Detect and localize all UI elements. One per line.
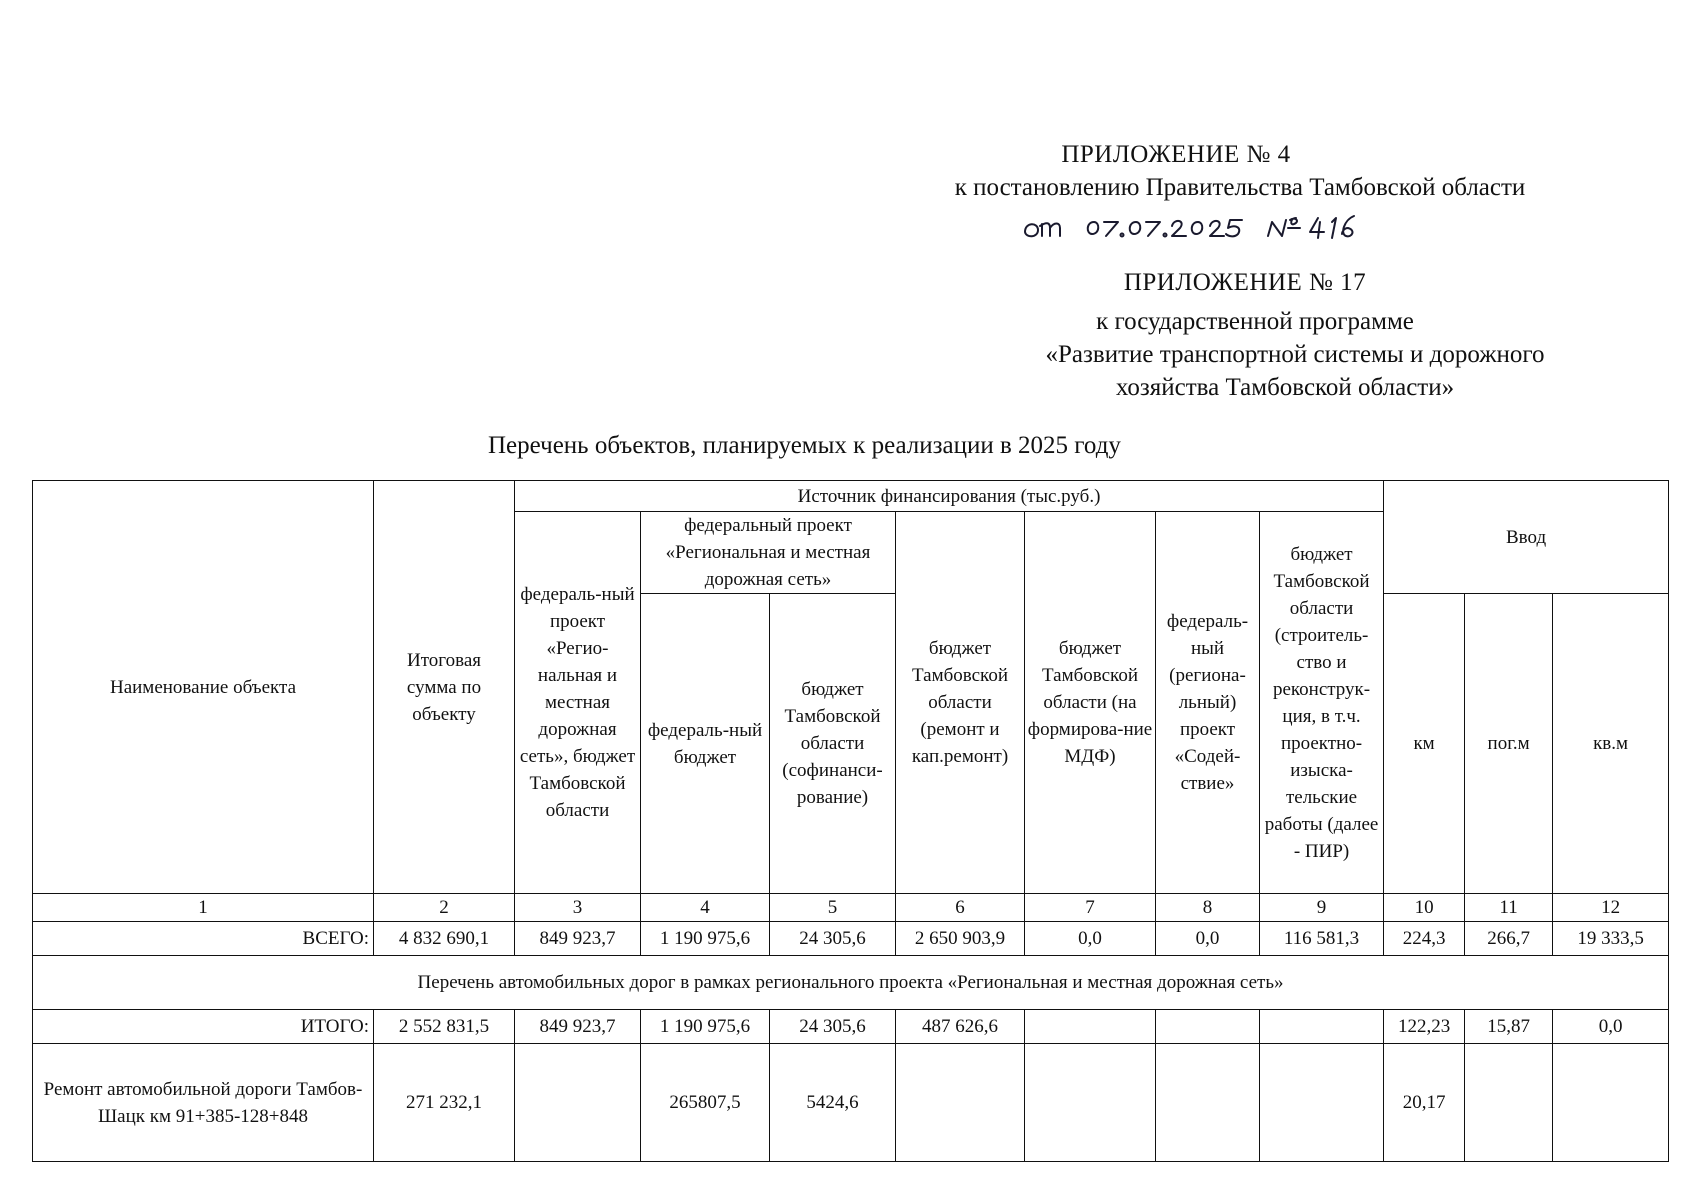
total-cell: 849 923,7 <box>515 922 641 956</box>
col6-header: бюджет Тамбовской области (ремонт и кап.ремонт) <box>896 512 1025 894</box>
appendix17-line1: к государственной программе <box>1096 308 1414 335</box>
col-number: 3 <box>515 894 641 922</box>
col-number: 7 <box>1025 894 1156 922</box>
subtotal-label: ИТОГО: <box>33 1010 374 1044</box>
row-cell: 265807,5 <box>641 1044 770 1162</box>
subtotal-cell: 849 923,7 <box>515 1010 641 1044</box>
row-cell <box>1553 1044 1669 1162</box>
subtotal-cell: 15,87 <box>1465 1010 1553 1044</box>
vvod-header: Ввод <box>1384 481 1669 594</box>
table-row <box>33 1044 1669 1162</box>
column-numbers-row <box>33 894 1669 922</box>
col8-header: федераль-ный (региона-льный) проект «Содей-ствие» <box>1156 512 1260 894</box>
row-cell <box>1156 1044 1260 1162</box>
appendix4-title: ПРИЛОЖЕНИЕ № 4 <box>1061 141 1291 168</box>
col-number: 5 <box>770 894 896 922</box>
total-cell: 0,0 <box>1156 922 1260 956</box>
subtotal-cell: 24 305,6 <box>770 1010 896 1044</box>
subtotal-cell <box>1025 1010 1156 1044</box>
col-number: 8 <box>1156 894 1260 922</box>
col-total-header: Итоговая сумма по объекту <box>374 481 515 894</box>
appendix4-block <box>880 138 1600 204</box>
col-number: 9 <box>1260 894 1384 922</box>
row-cell <box>515 1044 641 1162</box>
row-cell: 20,17 <box>1384 1044 1465 1162</box>
col-number: 12 <box>1553 894 1669 922</box>
row-cell <box>1025 1044 1156 1162</box>
row-name: Ремонт автомобильной дороги Тамбов-Шацк км 91+385-128+848 <box>33 1044 374 1162</box>
subtotal-cell <box>1260 1010 1384 1044</box>
col3-header: федераль-ный проект «Регио-нальная и местная дорожная сеть», бюджет Тамбовской области <box>515 512 641 894</box>
col7-header: бюджет Тамбовской области (на формирова-ние МДФ) <box>1025 512 1156 894</box>
total-cell: 224,3 <box>1384 922 1465 956</box>
col-number: 1 <box>33 894 374 922</box>
objects-table <box>32 480 1669 1162</box>
total-cell: 24 305,6 <box>770 922 896 956</box>
col-number: 2 <box>374 894 515 922</box>
total-label: ВСЕГО: <box>33 922 374 956</box>
list-title: Перечень объектов, планируемых к реализации в 2025 году <box>488 432 1121 459</box>
appendix17-line3: хозяйства Тамбовской области» <box>1115 374 1455 401</box>
col10-header: км <box>1384 594 1465 894</box>
row-cell <box>1260 1044 1384 1162</box>
handwritten-signature <box>1020 204 1450 244</box>
col12-header: кв.м <box>1553 594 1669 894</box>
total-cell: 1 190 975,6 <box>641 922 770 956</box>
appendix17-line2: «Развитие транспортной системы и дорожного <box>1045 341 1545 368</box>
total-cell: 266,7 <box>1465 922 1553 956</box>
total-cell: 4 832 690,1 <box>374 922 515 956</box>
row-cell: 271 232,1 <box>374 1044 515 1162</box>
col11-header: пог.м <box>1465 594 1553 894</box>
col-number: 6 <box>896 894 1025 922</box>
total-cell: 2 650 903,9 <box>896 922 1025 956</box>
total-cell: 116 581,3 <box>1260 922 1384 956</box>
subtotal-cell <box>1156 1010 1260 1044</box>
subtotal-row <box>33 1010 1669 1044</box>
col5-header: бюджет Тамбовской области (софинанси-рование) <box>770 594 896 894</box>
total-row <box>33 922 1669 956</box>
col-number: 11 <box>1465 894 1553 922</box>
subtotal-cell: 0,0 <box>1553 1010 1669 1044</box>
appendix17-block <box>975 266 1615 404</box>
section-row <box>33 956 1669 1010</box>
col-name-header: Наименование объекта <box>33 481 374 894</box>
row-cell: 5424,6 <box>770 1044 896 1162</box>
subtotal-cell: 122,23 <box>1384 1010 1465 1044</box>
subtotal-cell: 1 190 975,6 <box>641 1010 770 1044</box>
col9-header: бюджет Тамбовской области (строитель-ство и реконструк-ция, в т.ч. проектно-изыска-тельские работы (далее - ПИР) <box>1260 512 1384 894</box>
fed-project-group-header: федеральный проект «Региональная и местная дорожная сеть» <box>641 512 896 594</box>
total-cell: 19 333,5 <box>1553 922 1669 956</box>
subtotal-cell: 2 552 831,5 <box>374 1010 515 1044</box>
col4-header: федераль-ный бюджет <box>641 594 770 894</box>
funding-source-header: Источник финансирования (тыс.руб.) <box>515 481 1384 512</box>
col-number: 4 <box>641 894 770 922</box>
row-cell <box>896 1044 1025 1162</box>
appendix4-subtitle: к постановлению Правительства Тамбовской области <box>954 174 1526 201</box>
row-cell <box>1465 1044 1553 1162</box>
total-cell: 0,0 <box>1025 922 1156 956</box>
section-title: Перечень автомобильных дорог в рамках регионального проекта «Региональная и местная дорожная сеть» <box>33 956 1669 1010</box>
col-number: 10 <box>1384 894 1465 922</box>
appendix17-title: ПРИЛОЖЕНИЕ № 17 <box>1123 269 1367 296</box>
subtotal-cell: 487 626,6 <box>896 1010 1025 1044</box>
